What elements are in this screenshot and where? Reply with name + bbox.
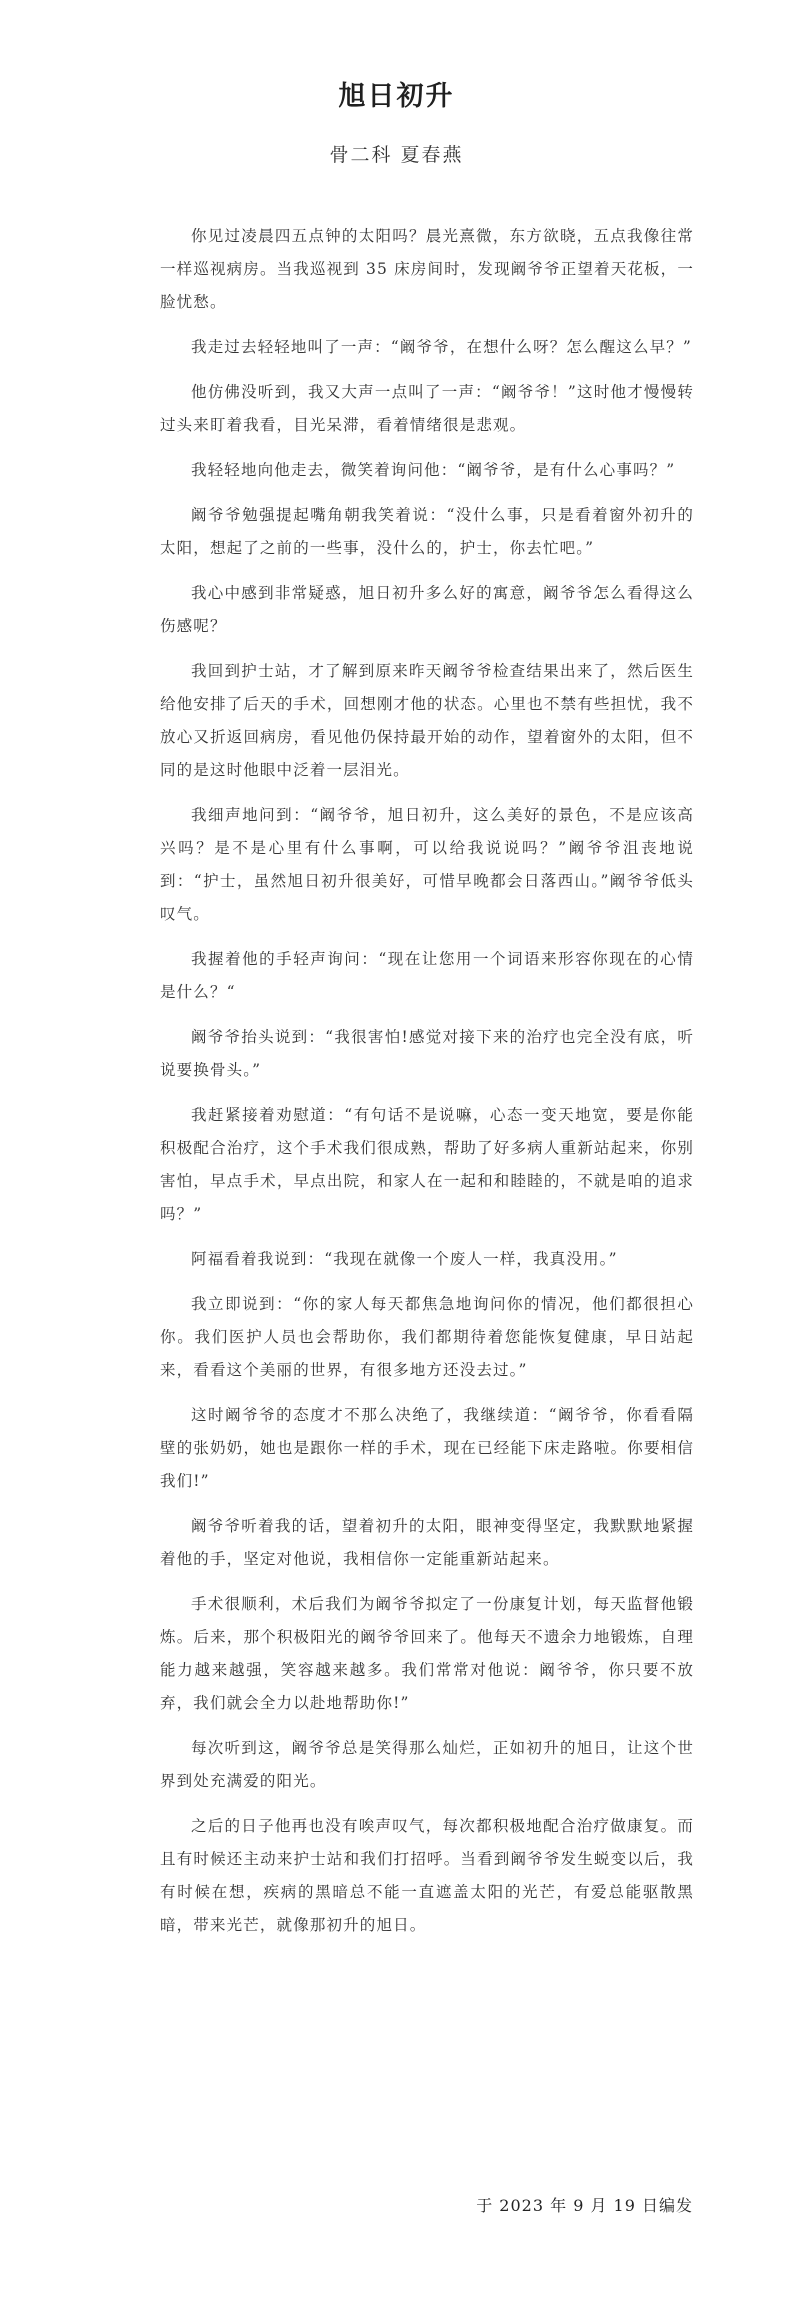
paragraph: 这时阚爷爷的态度才不那么决绝了，我继续道：“阚爷爷，你看看隔壁的张奶奶，她也是跟你一样的手术，现在已经能下床走路啦。你要相信我们!” [160,1406,694,1490]
paragraph: 我走过去轻轻地叫了一声：“阚爷爷，在想什么呀？怎么醒这么早？” [191,338,693,356]
publish-date: 于 2023 年 9 月 19 日编发 [476,2196,693,2215]
paragraph: 我赶紧接着劝慰道：“有句话不是说嘛，心态一变天地宽，要是你能积极配合治疗，这个手术我们很成熟，帮助了好多病人重新站起来，你别害怕，早点手术，早点出院，和家人在一起和和睦睦的，不就是咱的追求吗？” [160,1106,694,1223]
article-byline: 骨二科 夏春燕 [329,144,464,166]
paragraph: 我细声地问到：“阚爷爷，旭日初升，这么美好的景色，不是应该高兴吗？是不是心里有什么事啊，可以给我说说吗？”阚爷爷沮丧地说到：“护士，虽然旭日初升很美好，可惜早晚都会日落西山。”阚爷爷低头叹气。 [160,806,694,923]
paragraph: 每次听到这，阚爷爷总是笑得那么灿烂，正如初升的旭日，让这个世界到处充满爱的阳光。 [160,1739,694,1790]
paragraph: 阿福看着我说到：“我现在就像一个废人一样，我真没用。” [191,1250,618,1268]
paragraph: 我握着他的手轻声询问：“现在让您用一个词语来形容你现在的心情是什么？“ [160,950,694,1001]
paragraph: 我轻轻地向他走去，微笑着询问他：“阚爷爷，是有什么心事吗？” [191,461,676,479]
paragraph: 我回到护士站，才了解到原来昨天阚爷爷检查结果出来了，然后医生给他安排了后天的手术，回想刚才他的状态。心里也不禁有些担忧，我不放心又折返回病房，看见他仍保持最开始的动作，望着窗外的太阳，但不同的是这时他眼中泛着一层泪光。 [160,662,694,779]
paragraph: 之后的日子他再也没有唉声叹气，每次都积极地配合治疗做康复。而且有时候还主动来护士站和我们打招呼。当看到阚爷爷发生蜕变以后，我有时候在想，疾病的黑暗总不能一直遮盖太阳的光芒，有爱总能驱散黑暗，带来光芒，就像那初升的旭日。 [160,1817,694,1934]
article-body [160,220,694,1954]
paragraph: 你见过凌晨四五点钟的太阳吗？晨光熹微，东方欲晓，五点我像往常一样巡视病房。当我巡视到 35 床房间时，发现阚爷爷正望着天花板，一脸忧愁。 [160,227,694,311]
paragraph: 手术很顺利，术后我们为阚爷爷拟定了一份康复计划，每天监督他锻炼。后来，那个积极阳光的阚爷爷回来了。他每天不遗余力地锻炼，自理能力越来越强，笑容越来越多。我们常常对他说：阚爷爷，你只要不放弃，我们就会全力以赴地帮助你!” [160,1595,694,1712]
paragraph: 阚爷爷听着我的话，望着初升的太阳，眼神变得坚定，我默默地紧握着他的手，坚定对他说，我相信你一定能重新站起来。 [160,1517,694,1568]
paragraph: 他仿佛没听到，我又大声一点叫了一声：“阚爷爷！”这时他才慢慢转过头来盯着我看，目光呆滞，看着情绪很是悲观。 [160,383,694,434]
paragraph: 我心中感到非常疑惑，旭日初升多么好的寓意，阚爷爷怎么看得这么伤感呢？ [160,584,694,635]
paragraph: 阚爷爷抬头说到：“我很害怕!感觉对接下来的治疗也完全没有底，听说要换骨头。” [160,1028,694,1079]
paragraph: 我立即说到：“你的家人每天都焦急地询问你的情况，他们都很担心你。我们医护人员也会帮助你，我们都期待着您能恢复健康，早日站起来，看看这个美丽的世界，有很多地方还没去过。” [160,1295,694,1379]
article-title: 旭日初升 [338,81,455,112]
paragraph: 阚爷爷勉强提起嘴角朝我笑着说：“没什么事，只是看着窗外初升的太阳，想起了之前的一些事，没什么的，护士，你去忙吧。” [160,506,694,557]
